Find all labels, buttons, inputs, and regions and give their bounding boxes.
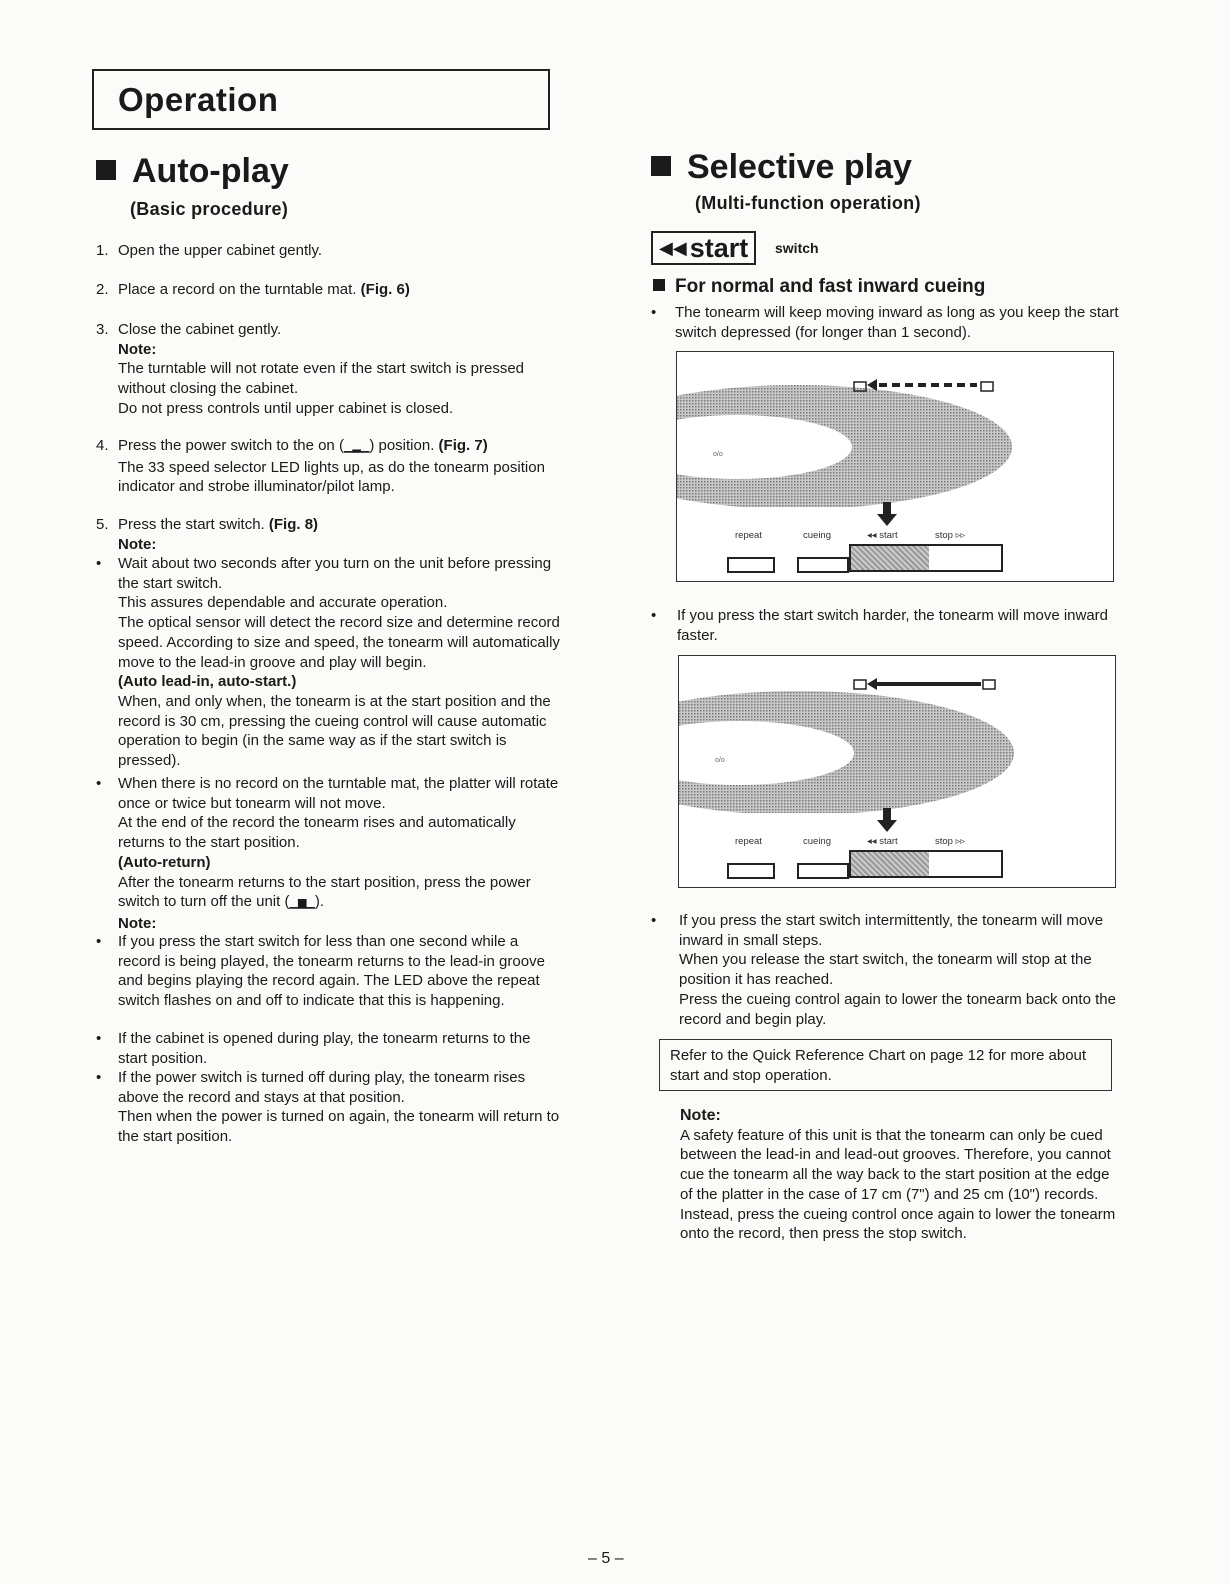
svg-text:o/o: o/o xyxy=(715,757,725,764)
step-text: Place a record on the turntable mat. xyxy=(118,281,357,298)
start-button-pressed xyxy=(851,546,929,570)
bullet-dot: • xyxy=(651,912,657,929)
note-label: Note: xyxy=(680,1107,721,1124)
cueing-label: cueing xyxy=(803,836,831,847)
bullet-text: If you press the start switch intermittently, the tonearm will move inward in small steps. xyxy=(679,912,1104,949)
step-text: Press the start switch. xyxy=(118,516,265,533)
start-label xyxy=(867,530,898,541)
bullet-text: Press the cueing control again to lower the tonearm back onto the record and begin play. xyxy=(679,990,1116,1028)
bullet-5 xyxy=(96,1068,561,1147)
bullet-text: If you press the start switch harder, the tonearm will move inward faster. xyxy=(677,607,1109,644)
bold-label: (Auto lead-in, auto-start.) xyxy=(118,673,297,691)
bullet-text: When you release the start switch, the tonearm will stop at the position it has reached. xyxy=(679,951,1092,989)
start-stop-button xyxy=(849,544,1003,572)
step-5 xyxy=(96,515,561,554)
start-button-pressed xyxy=(851,852,929,876)
bullet-dot: • xyxy=(96,775,102,792)
step-number: 3. xyxy=(96,321,109,338)
step-text: Open the upper cabinet gently. xyxy=(118,242,323,259)
square-bullet-icon xyxy=(651,156,671,176)
step-2 xyxy=(96,280,561,300)
step-number: 2. xyxy=(96,281,109,298)
bullet-text: The optical sensor will detect the record size and determine record speed. According to size and speed, the tonearm will automatically move to the lead-in groove and play will begin. xyxy=(118,614,560,671)
note-label: Note: xyxy=(118,535,157,553)
forward-icon: ▹▹ xyxy=(952,530,966,541)
step-text: Press the power switch to the on ( xyxy=(118,437,344,454)
step-4 xyxy=(96,436,561,497)
page-title: Operation xyxy=(118,81,279,118)
figure-normal-cueing xyxy=(676,351,1114,582)
rewind-icon: ◂◂ xyxy=(867,836,880,847)
stop-label xyxy=(935,530,965,541)
bullet-4 xyxy=(96,1029,561,1068)
bullet-text: If you press the start switch for less than one second while a record is being played, the tonearm returns to the lead-in groove and begins playing the record again. The LED above the repeat switch flashes on and off to indicate that this is happening. xyxy=(118,933,545,1010)
step-text: ) position. xyxy=(369,437,435,454)
rewind-icon: ◂◂ xyxy=(867,530,880,541)
stop-text: stop xyxy=(935,836,953,847)
start-switch-label-box xyxy=(651,231,756,265)
down-arrow-icon xyxy=(877,502,897,526)
bullet-dot: • xyxy=(96,1030,102,1047)
step-number: 1. xyxy=(96,242,109,259)
bullet-text: At the end of the record the tonearm rises and automatically returns to the start position. xyxy=(118,814,516,852)
figure-ref: (Fig. 7) xyxy=(438,437,488,454)
bullet-text: When there is no record on the turntable mat, the platter will rotate once or twice but tonearm will not move. xyxy=(118,775,559,812)
repeat-button xyxy=(727,557,775,573)
bullet-dot: • xyxy=(96,1069,102,1086)
selective-bullet-2 xyxy=(651,606,1121,645)
cueing-button xyxy=(797,863,849,879)
section-header-box xyxy=(92,69,550,130)
bullet-dot: • xyxy=(96,933,102,950)
bullet-text: Then when the power is turned on again, the tonearm will return to the start position. xyxy=(118,1108,560,1146)
selective-bullet-3 xyxy=(651,911,1121,1029)
auto-play-heading xyxy=(96,152,289,191)
rewind-icon: ◀◀ xyxy=(659,237,687,258)
bullet-dot: • xyxy=(651,304,657,321)
start-switch-label: start xyxy=(689,232,749,263)
step-number: 5. xyxy=(96,516,109,533)
forward-icon: ▹▹ xyxy=(952,836,966,847)
step-number: 4. xyxy=(96,437,109,454)
auto-play-subtitle: (Basic procedure) xyxy=(130,199,289,219)
bullet-1 xyxy=(96,554,561,771)
step-detail: The 33 speed selector LED lights up, as do the tonearm position indicator and strobe illuminator/pilot lamp. xyxy=(118,458,545,496)
bullet-dot: • xyxy=(651,607,657,624)
bullet-text: The tonearm will keep moving inward as long as you keep the start switch depressed (for longer than 1 second). xyxy=(675,304,1119,341)
down-arrow-icon xyxy=(877,808,897,832)
subsection-title: For normal and fast inward cueing xyxy=(675,276,986,297)
figure-ref: (Fig. 6) xyxy=(360,281,410,298)
figure-ref: (Fig. 8) xyxy=(268,516,319,533)
step-3 xyxy=(96,320,561,419)
tonearm-arrow-solid xyxy=(854,678,995,690)
selective-play-heading xyxy=(651,148,912,187)
note-text: Do not press controls until upper cabinet is closed. xyxy=(118,399,454,417)
auto-play-title: Auto-play xyxy=(132,152,289,190)
bullet-text: Wait about two seconds after you turn on the unit before pressing the start switch. xyxy=(118,555,552,592)
square-bullet-icon xyxy=(96,160,116,180)
bullet-2 xyxy=(96,774,561,934)
step-text: Close the cabinet gently. xyxy=(118,321,282,338)
switch-suffix: switch xyxy=(775,240,819,256)
bullet-3 xyxy=(96,932,561,1011)
selective-note xyxy=(680,1106,1120,1244)
start-label xyxy=(867,836,898,847)
svg-text:o/o: o/o xyxy=(713,451,723,458)
start-text: start xyxy=(879,836,898,847)
cueing-label: cueing xyxy=(803,530,831,541)
cueing-button xyxy=(797,557,849,573)
square-bullet-icon xyxy=(653,279,665,291)
note-label: Note: xyxy=(118,914,157,932)
bullet-text: If the cabinet is opened during play, the tonearm returns to the start position. xyxy=(118,1030,531,1067)
reference-text: Refer to the Quick Reference Chart on page 12 for more about start and stop operation. xyxy=(670,1047,1087,1084)
repeat-button xyxy=(727,863,775,879)
figure-fast-cueing xyxy=(678,655,1116,888)
step-1 xyxy=(96,241,561,261)
bullet-dot: • xyxy=(96,555,102,572)
bullet-text: This assures dependable and accurate operation. xyxy=(118,594,448,612)
note-text: The turntable will not rotate even if the start switch is pressed without closing the cabinet. xyxy=(118,360,525,398)
bullet-text: ). xyxy=(314,893,325,911)
power-off-icon: ▁▆▁ xyxy=(289,897,315,910)
bullet-text: After the tonearm returns to the start position, press the power switch to turn off the unit ( xyxy=(118,873,531,911)
bold-label: (Auto-return) xyxy=(118,853,211,871)
page-number: – 5 – xyxy=(588,1550,624,1567)
stop-label xyxy=(935,836,965,847)
repeat-label: repeat xyxy=(735,836,762,847)
selective-play-subtitle: (Multi-function operation) xyxy=(695,193,921,213)
reference-box xyxy=(659,1039,1112,1091)
start-text: start xyxy=(879,530,898,541)
stop-text: stop xyxy=(935,530,953,541)
cueing-subsection-heading xyxy=(653,276,985,298)
repeat-label: repeat xyxy=(735,530,762,541)
bullet-text: When, and only when, the tonearm is at the start position and the record is 30 cm, pressing the cueing control will cause automatic operation to begin (in the same way as if the start switch is pressed). xyxy=(118,692,551,770)
selective-play-title: Selective play xyxy=(687,148,912,186)
selective-bullet-1 xyxy=(651,303,1121,342)
note-label: Note: xyxy=(118,340,157,358)
power-on-icon: ▁▂▁ xyxy=(343,441,370,453)
note-text: A safety feature of this unit is that the tonearm can only be cued between the lead-in and lead-out grooves. Therefore, you cannot cue the tonearm all the way back to the start position at the edge of the platter in the case of 17 cm (7") and 25 cm (10") records. Instead, press the cueing control once again to lower the tonearm onto the record, then press the stop switch. xyxy=(680,1126,1116,1243)
bullet-text: If the power switch is turned off during play, the tonearm rises above the record and stays at that position. xyxy=(118,1069,526,1106)
tonearm-arrow-dashed xyxy=(854,376,993,391)
start-stop-button xyxy=(849,850,1003,878)
